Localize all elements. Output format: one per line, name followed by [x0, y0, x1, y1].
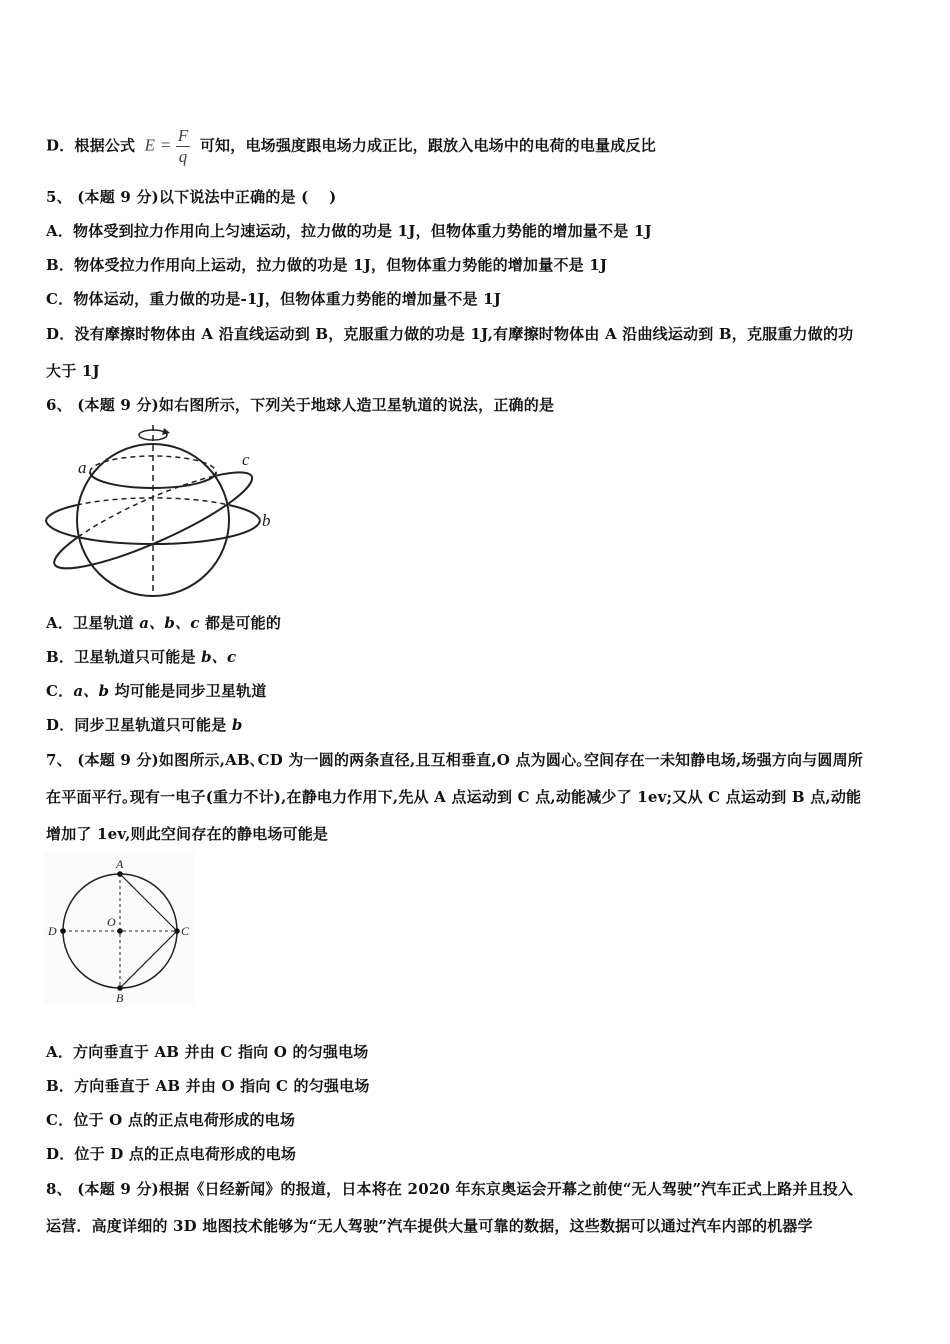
formula-lhs: E =	[144, 135, 172, 155]
q6-option-b	[46, 646, 236, 667]
orbit-label-c: c	[242, 450, 250, 469]
label-d: D	[48, 924, 57, 938]
q5-stem: 5、 (本题 9 分)以下说法中正确的是 ( )	[46, 188, 337, 206]
q6-option-a-ital: a、b、c	[139, 614, 200, 632]
label-a: A	[116, 857, 124, 871]
point-c	[174, 928, 180, 934]
q7-option-d: D．位于 D 点的正点电荷形成的电场	[46, 1145, 297, 1163]
q5-option-d-line1: D．没有摩擦时物体由 A 沿直线运动到 B，克服重力做的功是 1J,有摩擦时物体由 A 沿曲线运动到 B，克服重力做的功	[46, 325, 854, 343]
point-a	[117, 871, 123, 877]
circle-diameter-figure	[44, 852, 194, 1004]
point-o	[117, 928, 123, 934]
q8-stem-line2: 运营．高度详细的 3D 地图技术能够为“无人驾驶”汽车提供大量可靠的数据，这些数据可以通过汽车内部的机器学	[46, 1217, 813, 1235]
q6-option-d-pre: D．同步卫星轨道只可能是	[46, 716, 232, 734]
q7-option-a: A．方向垂直于 AB 并由 C 指向 O 的匀强电场	[46, 1043, 369, 1061]
q6-option-c-post: 均可能是同步卫星轨道	[109, 682, 267, 700]
satellite-orbit-figure	[40, 425, 280, 600]
q6-option-a-post: 都是可能的	[199, 614, 282, 632]
q5-option-d-line2: 大于 1J	[46, 362, 100, 380]
q8-stem-line1: 8、 (本题 9 分)根据《日经新闻》的报道，日本将在 2020 年东京奥运会开幕之前使“无人驾驶”汽车正式上路并且投入	[46, 1180, 854, 1198]
orbit-label-b: b	[262, 511, 271, 530]
q6-option-d-ital: b	[231, 716, 243, 734]
q5-option-a: A．物体受到拉力作用向上匀速运动，拉力做的功是 1J，但物体重力势能的增加量不是 1J	[46, 222, 652, 240]
q6-option-c	[46, 680, 267, 701]
rotation-arrowhead-icon	[162, 428, 170, 435]
q7-option-c: C．位于 O 点的正点电荷形成的电场	[46, 1111, 296, 1129]
formula-numerator: F	[177, 126, 189, 145]
q6-option-a-pre: A．卫星轨道	[46, 614, 140, 632]
label-c: C	[181, 924, 190, 938]
q6-option-d	[46, 714, 243, 735]
orbit-label-a: a	[78, 458, 87, 477]
orbit-c-front	[54, 476, 260, 584]
q4-option-d-suffix: 可知，电场强度跟电场力成正比，跟放入电场中的电荷的电量成反比	[199, 136, 656, 155]
q6-option-b-pre: B．卫星轨道只可能是	[46, 648, 202, 666]
point-b	[117, 985, 123, 991]
q4-option-d-prefix: D．根据公式	[46, 136, 136, 155]
q7-stem-line3: 增加了 1ev,则此空间存在的静电场可能是	[46, 825, 329, 843]
q6-option-c-pre: C．	[46, 682, 74, 700]
q6-stem: 6、 (本题 9 分)如右图所示，下列关于地球人造卫星轨道的说法，正确的是	[46, 396, 555, 414]
label-o: O	[107, 915, 116, 929]
q5-option-b: B．物体受拉力作用向上运动，拉力做的功是 1J，但物体重力势能的增加量不是 1J	[46, 256, 608, 274]
point-d	[60, 928, 66, 934]
q5-option-c: C．物体运动，重力做的功是-1J，但物体重力势能的增加量不是 1J	[46, 290, 502, 308]
q6-option-c-ital: a、b	[73, 682, 110, 700]
formula-e-equals-f-over-q	[145, 126, 191, 167]
q6-option-b-ital: b、c	[201, 648, 237, 666]
formula-denominator: q	[178, 147, 188, 166]
q7-stem-line2: 在平面平行｡现有一电子(重力不计),在静电力作用下,先从 A 点运动到 C 点,动能减少了 1ev;又从 C 点运动到 B 点,动能	[46, 788, 862, 806]
q6-option-a	[46, 612, 281, 633]
q7-option-b: B．方向垂直于 AB 并由 O 指向 C 的匀强电场	[46, 1077, 370, 1095]
formula-fraction	[176, 126, 191, 167]
q4-option-d	[46, 126, 656, 167]
q7-stem-line1: 7、 (本题 9 分)如图所示,AB､CD 为一圆的两条直径,且互相垂直,O 点为圆心｡空间存在一未知静电场,场强方向与圆周所	[46, 751, 864, 769]
label-b: B	[116, 991, 124, 1004]
